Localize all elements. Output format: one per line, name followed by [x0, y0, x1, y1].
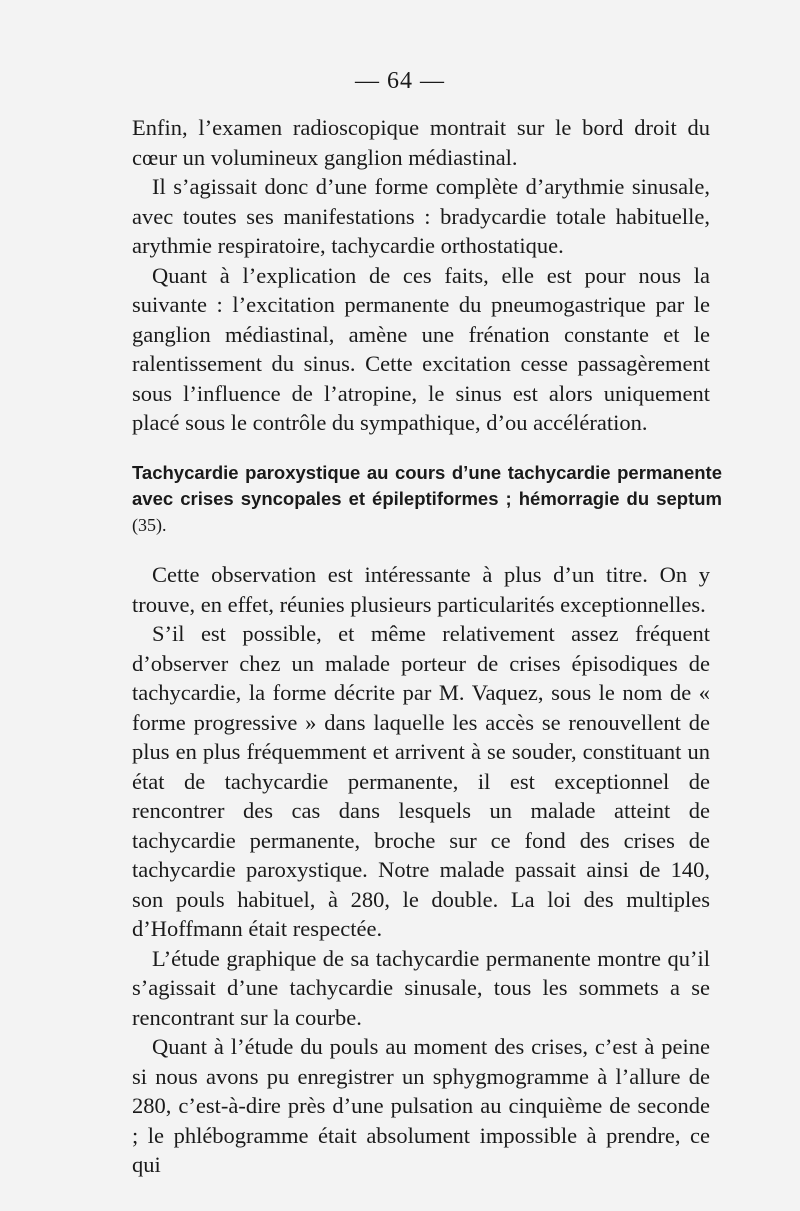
- text-block-1: [132, 113, 710, 438]
- text-block-2: [132, 560, 710, 1180]
- paragraph: Il s’agissait donc d’une forme complète d’arythmie sinusale, avec toutes ses manifestations : bradycardie totale habituelle, arythmie respiratoire, tachycardie orthostatique.: [132, 174, 710, 258]
- section-title-text: Tachycardie paroxystique au cours d’une tachycardie permanente avec crises syncopales et épileptiformes ; hémorragie du septum: [132, 462, 722, 509]
- page-number: — 64 —: [355, 68, 445, 94]
- paragraph: Quant à l’étude du pouls au moment des crises, c’est à peine si nous avons pu enregistrer un sphygmogramme à l’allure de 280, c’est-à-dire près d’une pulsation au cinquième de seconde ; le phlébogramme était absolument impossible à prendre, ce qui: [132, 1034, 710, 1177]
- paragraph: L’étude graphique de sa tachycardie permanente montre qu’il s’agissait d’une tachycardie sinusale, tous les sommets a se rencontrant sur la courbe.: [132, 945, 710, 1030]
- paragraph: Enfin, l’examen radioscopique montrait sur le bord droit du cœur un volumineux ganglion médiastinal.: [132, 115, 710, 170]
- section-reference: (35).: [132, 515, 167, 535]
- paragraph: Cette observation est intéressante à plus d’un titre. On y trouve, en effet, réunies plusieurs particularités exceptionnelles.: [132, 562, 710, 617]
- paragraph: Quant à l’explication de ces faits, elle est pour nous la suivante : l’excitation permanente du pneumogastrique par le ganglion médiastinal, amène une frénation constante et le ralentissement du sinus. Cette excitation cesse passagèrement sous l’influence de l’atropine, le sinus est alors uniquement placé sous le contrôle du sympathique, d’ou accélération.: [132, 262, 710, 435]
- paragraph: S’il est possible, et même relativement assez fréquent d’observer chez un malade porteur de crises épisodiques de tachycardie, la forme décrite par M. Vaquez, sous le nom de « forme progressive » dans laquelle les accès se renouvellent de plus en plus fréquemment et arrivent à se souder, constituant un état de tachycardie permanente, il est exceptionnel de rencontrer des cas dans lesquels un malade atteint de tachycardie permanente, broche sur ce fond des crises de tachycardie paroxystique. Notre malade passait ainsi de 140, son pouls habituel, à 280, le double. La loi des multiples d’Hoffmann était respectée.: [132, 621, 710, 941]
- section-title: [132, 460, 722, 538]
